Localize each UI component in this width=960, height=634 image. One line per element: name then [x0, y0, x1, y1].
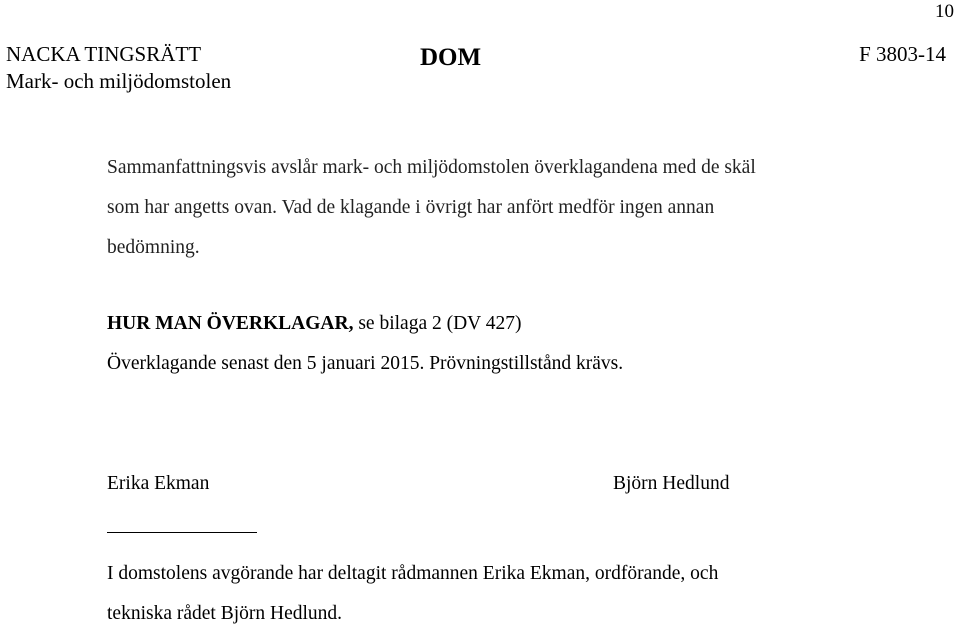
case-number: F 3803-14 — [859, 42, 946, 66]
footnote-divider — [107, 532, 257, 533]
signature-judge-2: Björn Hedlund — [613, 473, 730, 494]
paragraph-line: Sammanfattningsvis avslår mark- och miljödomstolen överklagandena med de skäl — [107, 157, 756, 178]
footnote-line: tekniska rådet Björn Hedlund. — [107, 603, 343, 624]
court-name: NACKA TINGSRÄTT — [6, 42, 202, 66]
footnote-line: I domstolens avgörande har deltagit rådmannen Erika Ekman, ordförande, och — [107, 563, 719, 584]
appeal-info: Överklagande senast den 5 januari 2015. Prövningstillstånd krävs. — [107, 353, 624, 374]
court-division: Mark- och miljödomstolen — [6, 69, 232, 93]
signature-judge-1: Erika Ekman — [107, 473, 210, 494]
appeal-heading-rest: se bilaga 2 (DV 427) — [353, 313, 522, 334]
appeal-heading-bold: HUR MAN ÖVERKLAGAR, — [107, 313, 354, 334]
footnote — [107, 554, 718, 634]
appeal-heading — [107, 314, 522, 334]
page-number: 10 — [935, 1, 954, 22]
document-type: DOM — [420, 44, 482, 71]
paragraph-line: bedömning. — [107, 237, 200, 258]
summary-paragraph — [107, 148, 756, 268]
paragraph-line: som har angetts ovan. Vad de klagande i övrigt har anfört medför ingen annan — [107, 197, 715, 218]
